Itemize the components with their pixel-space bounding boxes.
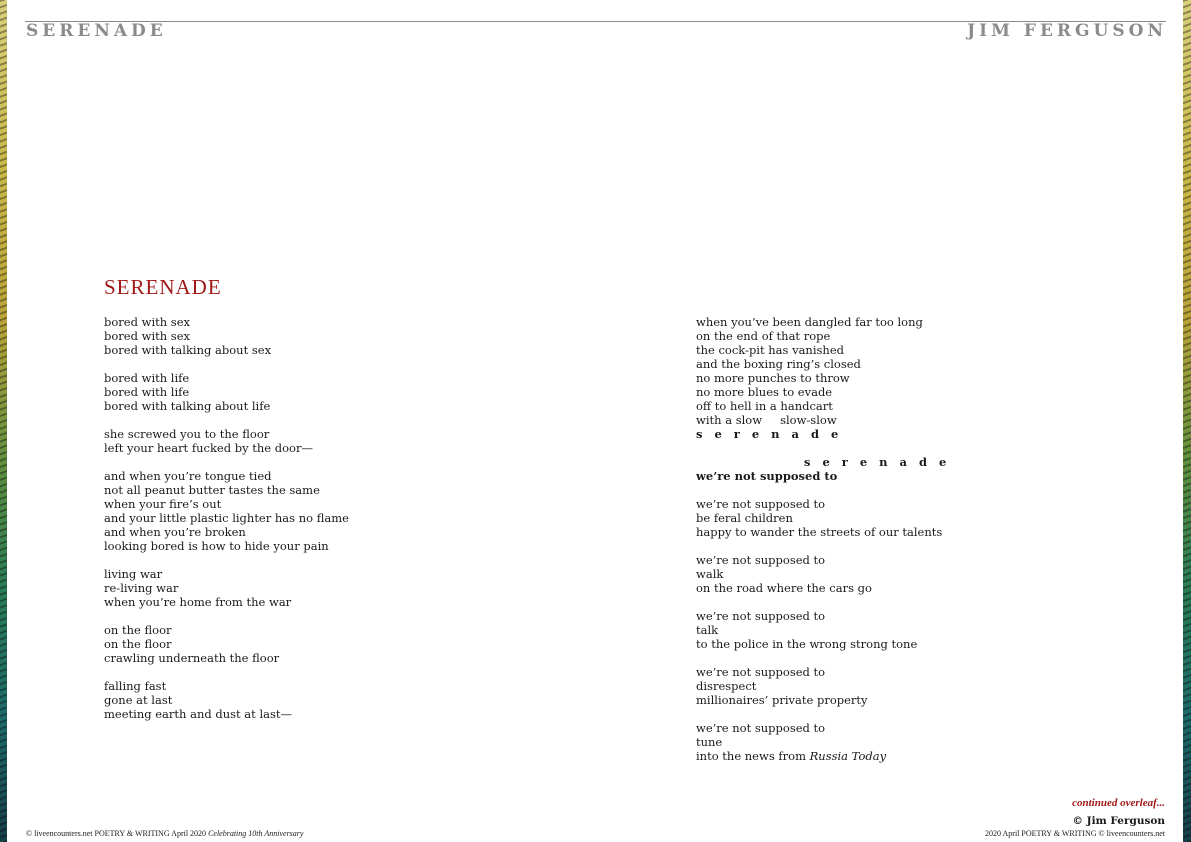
poem-line-part: slow-slow <box>780 413 837 427</box>
continued-note: continued overleaf... <box>1072 797 1165 809</box>
poem-line: when you’re home from the war <box>104 595 292 609</box>
stanza <box>104 427 524 455</box>
stanza <box>696 609 1136 651</box>
left-decorative-border <box>0 0 7 842</box>
poem-line: living war <box>104 567 163 581</box>
poem-line: and when you’re tongue tied <box>104 469 272 483</box>
poem-line: and your little plastic lighter has no flame <box>104 511 349 525</box>
poem-line: on the road where the cars go <box>696 581 872 595</box>
poem-line: walk <box>696 567 724 581</box>
poem-line: when you’ve been dangled far too long <box>696 315 923 329</box>
poem-line: bored with sex <box>104 315 191 329</box>
poem-line: when your fire’s out <box>104 497 222 511</box>
poem-line: we’re not supposed to <box>696 497 826 511</box>
poem-line: the cock-pit has vanished <box>696 343 844 357</box>
stanza <box>104 623 524 665</box>
running-header-author: JIM FERGUSON <box>967 21 1167 41</box>
poem-left-column <box>104 315 524 735</box>
stanza <box>104 371 524 413</box>
poem-line: bored with talking about life <box>104 399 271 413</box>
stanza <box>104 469 524 553</box>
section-heading: we’re not supposed to <box>696 469 838 483</box>
footer-left-text: © liveencounters.net POETRY & WRITING April 2020 <box>26 829 209 838</box>
poem-line: we’re not supposed to <box>696 721 826 735</box>
stanza <box>696 553 1136 595</box>
poem-line: re-living war <box>104 581 179 595</box>
poem-line: no more blues to evade <box>696 385 833 399</box>
poem-line: left your heart fucked by the door— <box>104 441 313 455</box>
poem-line: happy to wander the streets of our talents <box>696 525 943 539</box>
poem-line: disrespect <box>696 679 757 693</box>
poem-line: we’re not supposed to <box>696 553 826 567</box>
stanza <box>104 679 524 721</box>
spaced-word-centered: s e r e n a d e <box>804 455 951 469</box>
poem-line: gone at last <box>104 693 173 707</box>
footer-left <box>26 829 303 838</box>
stanza <box>696 721 1136 763</box>
poem-line: on the floor <box>104 623 172 637</box>
poem-line: and the boxing ring’s closed <box>696 357 861 371</box>
poem-line: tune <box>696 735 723 749</box>
copyright-line: © Jim Ferguson <box>1072 815 1165 827</box>
poem-line: be feral children <box>696 511 793 525</box>
running-header-title: SERENADE <box>26 21 167 41</box>
poem-line: bored with talking about sex <box>104 343 272 357</box>
poem-title: SERENADE <box>104 275 222 299</box>
poem-line: she screwed you to the floor <box>104 427 270 441</box>
footer-left-italic: Celebrating 10th Anniversary <box>208 829 304 838</box>
right-decorative-border <box>1183 0 1191 842</box>
poem-line-part: into the news from <box>696 749 810 763</box>
poem-line: crawling underneath the floor <box>104 651 280 665</box>
poem-line: bored with life <box>104 385 190 399</box>
poem-line: and when you’re broken <box>104 525 246 539</box>
stanza <box>696 315 1136 441</box>
poem-line: falling fast <box>104 679 167 693</box>
poem-line: bored with sex <box>104 329 191 343</box>
poem-line: we’re not supposed to <box>696 665 826 679</box>
stanza <box>696 497 1136 539</box>
footer-right: 2020 April POETRY & WRITING © liveencounters.net <box>984 829 1165 838</box>
poem-line: on the end of that rope <box>696 329 831 343</box>
poem-line: meeting earth and dust at last— <box>104 707 292 721</box>
stanza <box>696 665 1136 707</box>
stanza <box>104 567 524 609</box>
poem-line: no more punches to throw <box>696 371 850 385</box>
poem-line: talk <box>696 623 719 637</box>
poem-line: to the police in the wrong strong tone <box>696 637 918 651</box>
poem-line <box>696 749 1136 763</box>
poem-line: millionaires’ private property <box>696 693 868 707</box>
poem-line: on the floor <box>104 637 172 651</box>
spaced-word: s e r e n a d e <box>696 427 843 441</box>
poem-line-part: with a slow <box>696 413 763 427</box>
stanza <box>104 315 524 357</box>
poem-right-column <box>696 315 1136 777</box>
poem-line: off to hell in a handcart <box>696 399 833 413</box>
poem-line: not all peanut butter tastes the same <box>104 483 320 497</box>
poem-line: bored with life <box>104 371 190 385</box>
poem-line <box>696 413 1136 427</box>
poem-line-italic: Russia Today <box>809 749 887 763</box>
poem-line: looking bored is how to hide your pain <box>104 539 329 553</box>
poem-line: we’re not supposed to <box>696 609 826 623</box>
